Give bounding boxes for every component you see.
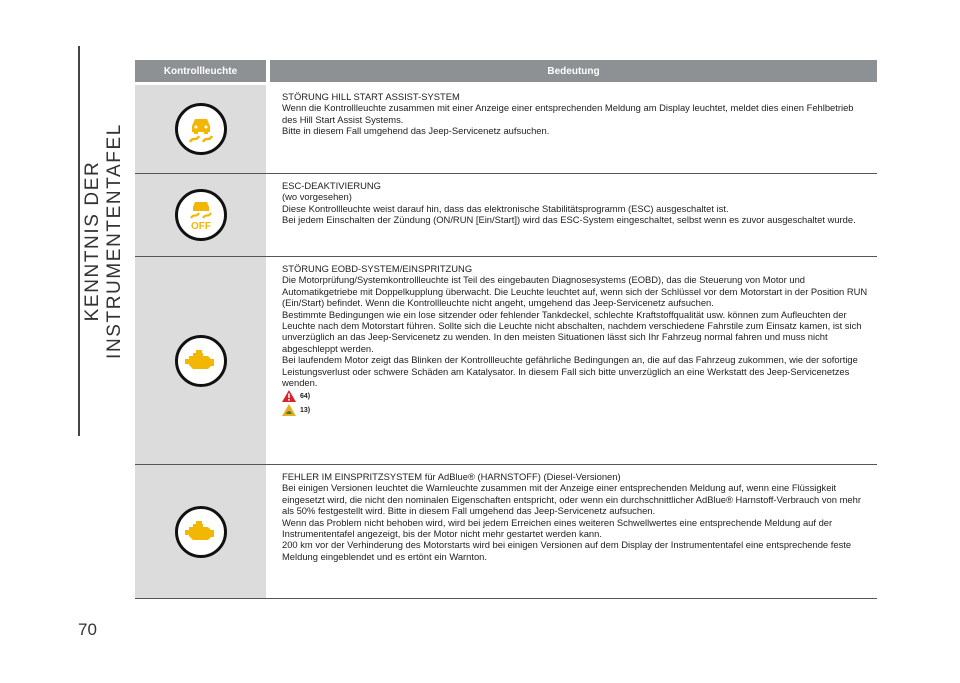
meaning-cell [270,174,877,256]
row-text: 200 km vor der Verhinderung des Motorstarts wird bei einigen Versionen auf dem Display der Instrumententafel eine entsprechende feste Meldung eingeblendet und es ertönt ein Warnton. [282,539,852,562]
svg-text:OFF: OFF [190,221,211,232]
table-row [135,174,877,257]
row-text: Bestimmte Bedingungen wie ein lose sitzender oder fehlender Tankdeckel, schlechte Kraftstoffqualität usw. können zum Aufleuchten der Leuchte nach dem Motorstart führen. Sollte sich die Leuchte nicht abschalten, nachdem verschiedene Fahrstile zum Einsatz kamen, ist sich unverzüglich an das Jeep-Servicenetz zu wenden. In den meisten Situationen lässt sich Ihr Fahrzeug normal fahren und muss nicht abgeschleppt werden. [282,308,862,354]
esc-off-icon [175,189,227,241]
row-title: STÖRUNG HILL START ASSIST-SYSTEM [282,91,460,102]
engine-check-icon [175,335,227,387]
warning-triangle-red-icon [282,390,296,402]
hill-start-assist-icon [175,103,227,155]
table-row [135,85,877,174]
row-title: FEHLER IM EINSPRITZSYSTEM für AdBlue® (HARNSTOFF) (Diesel-Versionen) [282,471,621,482]
row-text: Bei jedem Einschalten der Zündung (ON/RUN [Ein/Start]) wird das ESC-System eingeschaltet, selbst wenn es zuvor ausgeschaltet wurde. [282,214,856,226]
indicator-table [135,60,877,599]
meaning-cell [270,85,877,173]
indicator-cell [135,465,270,598]
environment-warning-icon [282,404,296,416]
warning-reference [282,390,869,402]
meaning-cell [270,257,877,464]
section-title: KENNTNIS DER INSTRUMENTENTAFEL [78,46,126,436]
row-text: Bei laufendem Motor zeigt das Blinken der Kontrollleuchte gefährliche Bedingungen an, die auf das Fahrzeug zukommen, wie der sofortige Leistungsverlust oder schwere Schäden am Katalysator. In diesem Fall sich bitte unverzüglich an eine Werkstatt des Jeep-Servicenetzes wenden. [282,354,858,389]
row-text: Bei einigen Versionen leuchtet die Warnleuchte zusammen mit der Anzeige einer entsprechenden Meldung auf, wenn eine Flüssigkeit eingesetzt wird, die nicht den nominalen Eigenschaften entspricht, oder wenn ein durchschnittlicher AdBlue® Harnstoff-Verbrauch von mehr als 50% festgestellt wird. Bitte in diesem Fall umgehend das Jeep-Servicenetz aufsuchen. [282,482,861,517]
row-text: Diese Kontrollleuchte weist darauf hin, dass das elektronische Stabilitätsprogramm (ESC) ausgeschaltet ist. [282,202,729,214]
row-text: Wenn die Kontrollleuchte zusammen mit einer Anzeige einer entsprechenden Meldung am Display leuchtet, meldet dies einen Fehlbetrieb des Hill Start Assist Systems. [282,102,854,125]
engine-check-icon [175,506,227,558]
row-text: Die Motorprüfung/Systemkontrollleuchte ist Teil des eingebauten Diagnosesystems (EOBD), das die Steuerung von Motor und Automatikgetriebe mit Doppelkupplung überwacht. Die Leuchte leuchtet auf, wenn sich der Schlüssel vor dem Motorstart in der Position RUN (Ein/Start) befindet. Wenn die Kontrollleuchte nicht angeht, umgehend das Jeep-Servicenetz aufsuchen. [282,274,868,309]
row-text: Wenn das Problem nicht behoben wird, wird bei jedem Erreichen eines weiteren Schwellwertes eine entsprechende Meldung auf der Instrumententafel angezeigt, bis der Motor nicht mehr gestartet werden kann. [282,516,833,540]
header-indicator: Kontrollleuchte [135,60,270,82]
header-meaning: Bedeutung [547,65,600,77]
warning-reference [282,404,869,416]
indicator-cell [135,257,270,464]
warning-ref-label: 13) [300,406,311,414]
row-text: (wo vorgesehen) [282,191,352,203]
table-row [135,257,877,465]
indicator-cell [135,174,270,256]
table-header [135,60,877,85]
row-text: Bitte in diesem Fall umgehend das Jeep-Servicenetz aufsuchen. [282,125,550,137]
indicator-cell [135,85,270,173]
page-number: 70 [78,620,97,639]
warning-ref-label: 64) [300,392,311,400]
row-title: STÖRUNG EOBD-SYSTEM/EINSPRITZUNG [282,263,473,274]
table-row [135,465,877,599]
meaning-cell [270,465,877,598]
row-title: ESC-DEAKTIVIERUNG [282,180,381,191]
